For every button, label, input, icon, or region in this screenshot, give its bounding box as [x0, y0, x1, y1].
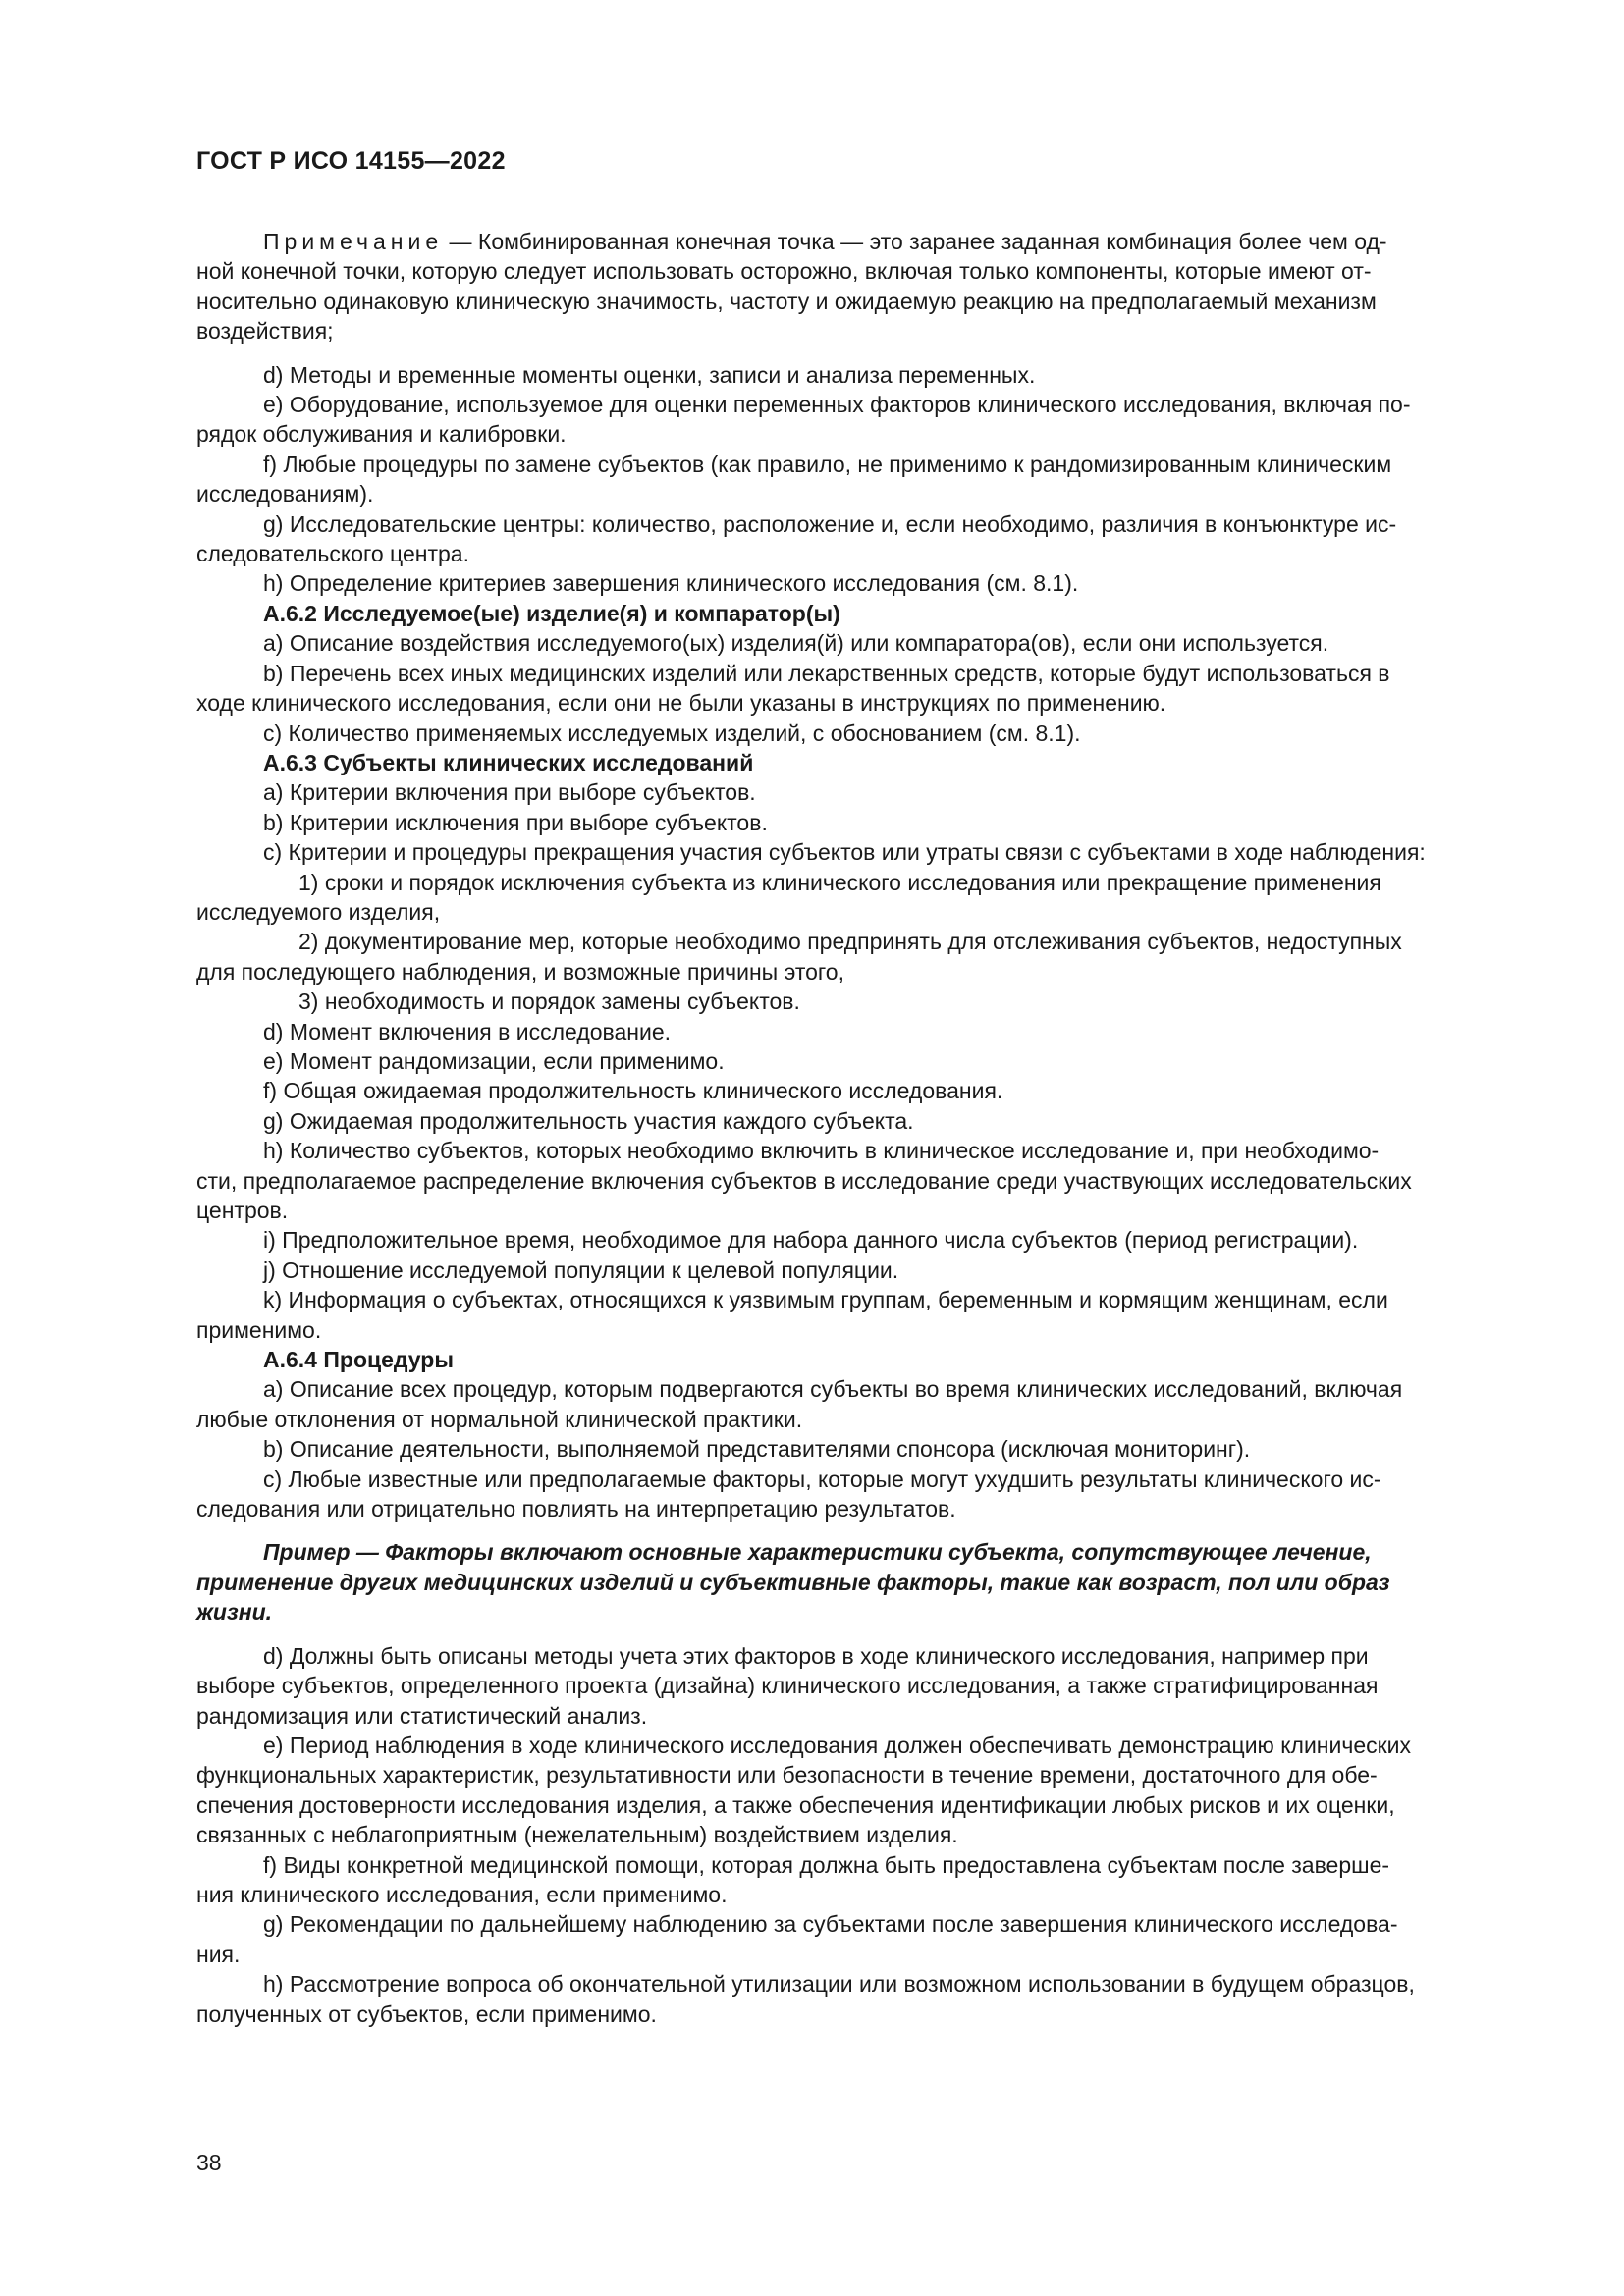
- section-heading: А.6.4 Процедуры: [263, 1347, 454, 1373]
- list-item: h) Рассмотрение вопроса об окончательной утилизации или возможном использовании в будущем образцов, полученных от субъектов, если применимо.: [196, 1971, 1415, 2027]
- list-item: c) Критерии и процедуры прекращения участия субъектов или утраты связи с субъектами в ходе наблюдения:: [263, 839, 1426, 866]
- section-heading: А.6.3 Субъекты клинических исследований: [263, 749, 754, 775]
- list-item: f) Общая ожидаемая продолжительность клинического исследования.: [263, 1078, 1003, 1104]
- list-item: e) Период наблюдения в ходе клинического исследования должен обеспечивать демонстрацию клинических функциональных характеристик, результативности или безопасности в течение времени, достаточного для обе- спечения достоверности исследования изделия, а также обеспечения идентификации любых рисков и их оценки, связанных с неблагоприятным (нежелательным) воздействием изделия.: [196, 1732, 1412, 1848]
- page-number: 38: [196, 2150, 222, 2175]
- document-body: [196, 227, 1528, 2029]
- list-item: d) Методы и временные моменты оценки, записи и анализа переменных.: [263, 361, 1036, 388]
- section-heading: А.6.2 Исследуемое(ые) изделие(я) и компаратор(ы): [263, 600, 840, 626]
- list-item: e) Оборудование, используемое для оценки переменных факторов клинического исследования, включая по- рядок обслуживания и калибровки.: [196, 392, 1411, 448]
- list-item: b) Критерии исключения при выборе субъектов.: [263, 809, 768, 835]
- list-item: g) Ожидаемая продолжительность участия каждого субъекта.: [263, 1107, 914, 1134]
- sub-list-item: 3) необходимость и порядок замены субъектов.: [298, 988, 800, 1015]
- note-paragraph: [196, 227, 1528, 347]
- list-item: k) Информация о субъектах, относящихся к уязвимым группам, беременным и кормящим женщинам, если применимо.: [196, 1287, 1388, 1343]
- example-paragraph: Пример — Факторы включают основные характеристики субъекта, сопутствующее лечение, применение других медицинских изделий и субъективные факторы, такие как возраст, пол или образ жизни.: [196, 1539, 1390, 1626]
- list-item: f) Любые процедуры по замене субъектов (как правило, не применимо к рандомизированным клиническим исследованиям).: [196, 451, 1392, 507]
- list-item: b) Перечень всех иных медицинских изделий или лекарственных средств, которые будут использоваться в ходе клинического исследования, если они не были указаны в инструкциях по применению.: [196, 660, 1390, 717]
- list-item: b) Описание деятельности, выполняемой представителями спонсора (исключая мониторинг).: [263, 1436, 1251, 1463]
- list-item: f) Виды конкретной медицинской помощи, которая должна быть предоставлена субъектам после заверше- ния клинического исследования, если применимо.: [196, 1851, 1390, 1907]
- note-text: — Комбинированная конечная точка — это заранее заданная комбинация более чем од- ной конечной точки, которую следует использовать осторожно, включая только компоненты, которые имеют от- носительно одинаковую клиническую значимость, частоту и ожидаемую реакцию на предполагаемый механизм воздействия;: [196, 229, 1387, 345]
- list-item: d) Должны быть описаны методы учета этих факторов в ходе клинического исследования, например при выборе субъектов, определенного проекта (дизайна) клинического исследования, а также стратифицированная рандомизация или статистический анализ.: [196, 1642, 1379, 1729]
- list-item: c) Любые известные или предполагаемые факторы, которые могут ухудшить результаты клинического ис- следования или отрицательно повлиять на интерпретацию результатов.: [196, 1466, 1381, 1522]
- list-item: a) Критерии включения при выборе субъектов.: [263, 779, 756, 806]
- list-item: j) Отношение исследуемой популяции к целевой популяции.: [263, 1256, 899, 1283]
- list-item: h) Количество субъектов, которых необходимо включить в клиническое исследование и, при необходимо- сти, предполагаемое распределение включения субъектов в исследование среди участвующих исследовательских центров.: [196, 1138, 1412, 1223]
- list-item: d) Момент включения в исследование.: [263, 1018, 672, 1044]
- list-item: h) Определение критериев завершения клинического исследования (см. 8.1).: [263, 570, 1079, 597]
- document-header: ГОСТ Р ИСО 14155—2022: [196, 147, 506, 175]
- sub-list-item: 2) документирование мер, которые необходимо предпринять для отслеживания субъектов, недоступных для последующего наблюдения, и возможные причины этого,: [196, 929, 1402, 985]
- list-item: g) Исследовательские центры: количество, расположение и, если необходимо, различия в конъюнктуре ис- следовательского центра.: [196, 510, 1397, 567]
- list-item: c) Количество применяемых исследуемых изделий, с обоснованием (см. 8.1).: [263, 720, 1081, 746]
- sub-list-item: 1) сроки и порядок исключения субъекта из клинического исследования или прекращение применения исследуемого изделия,: [196, 869, 1381, 925]
- list-item: a) Описание воздействия исследуемого(ых) изделия(й) или компаратора(ов), если они используется.: [263, 630, 1329, 657]
- list-item: i) Предположительное время, необходимое для набора данного числа субъектов (период регистрации).: [263, 1227, 1359, 1254]
- list-item: e) Момент рандомизации, если применимо.: [263, 1047, 725, 1074]
- note-label: Примечание: [263, 229, 444, 254]
- list-item: a) Описание всех процедур, которым подвергаются субъекты во время клинических исследований, включая любые отклонения от нормальной клинической практики.: [196, 1376, 1403, 1432]
- list-item: g) Рекомендации по дальнейшему наблюдению за субъектами после завершения клинического исследова- ния.: [196, 1911, 1398, 1967]
